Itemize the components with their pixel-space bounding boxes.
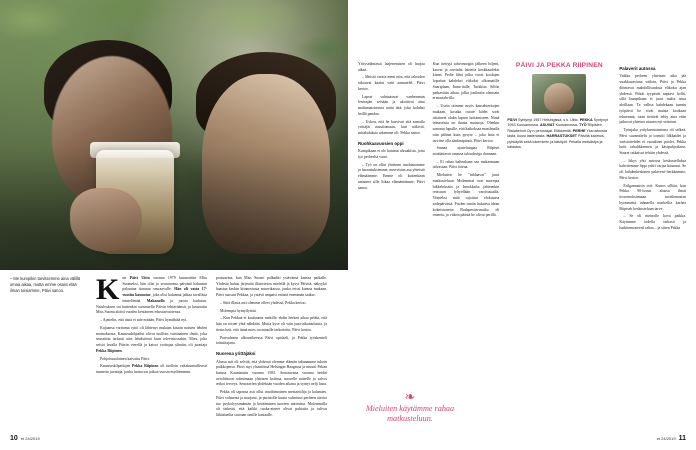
folio-left — [10, 435, 40, 442]
paragraph-text: Kumpikaan ei ole katunut ahraakista, joita työ perheeltä vaati. — [358, 149, 425, 160]
right-body-columns — [358, 62, 686, 234]
paragraph-text: Lapset suhtautuvat vanhemmin lentoajän seisään ja ukoitivat aina maltamatoimista uutta tätä, joka kohdatt heillä pandaa. — [358, 94, 425, 116]
paragraph-text: – Työ on ollut yhteinen intohimomme ja harrastuksemme, mertvistaa asa yhteistä elämäämme. Emme oli kuitenkaan antaneet sille liikaa elämäntämme, Päivi sanoo. — [358, 162, 425, 190]
fact-box — [507, 62, 611, 151]
paragraph-text: Yrityselämässä laajenemisen oli hurjaa aikaa. — [358, 62, 425, 72]
left-body-columns — [96, 273, 338, 421]
fact-box-details — [507, 118, 611, 151]
issue-label: et 24/2019 — [656, 436, 676, 441]
pull-quote — [358, 388, 462, 425]
body-paragraph — [216, 336, 327, 347]
fact-line: ASUVAT Kuusamossa. — [539, 123, 578, 128]
body-paragraph — [358, 120, 425, 137]
paragraph-text: – Ajattelin, että tästä ei tule mitään, Päivi hymähtää nyt. — [100, 318, 188, 323]
body-paragraph — [216, 360, 327, 389]
pull-quote-text: Mieluiten käytämme rahaa matkusteluun. — [365, 403, 455, 423]
body-paragraph — [433, 104, 500, 144]
body-paragraph — [619, 184, 686, 213]
fact-line: TYÖ Riipisten Ristabehoit Oy:n perustajat. Eläkkeellä. — [507, 123, 602, 133]
paragraph-text: – Uskon, että he kasvivat sitä samalla yrittäjäi muuttumaan, kun näkivät, mitäkaluksia arkemme oli, Pekka sanoo. — [358, 119, 425, 136]
body-paragraph — [619, 74, 686, 126]
paragraph-text: Kun tiettyjä tahvonoogin jälkeen hiljeni, kasvat ja raviinlat laitteita keskkaudeksi kimet. Perhe lähti jolka vuosi koulujen loputtua kahdeksi viikoksi olkomatille Saariplaan, Itana-italle, Turkkiin. Sillön patkavätin aikaa, jolka joulinitta olmisain ernsariahvilla. — [432, 62, 500, 101]
body-paragraph — [619, 159, 686, 182]
body-paragraph — [216, 309, 327, 315]
right-column-3 — [507, 62, 611, 234]
fact-line: PERHE Yksi aikuista lasta, kuusi lastenlasta. — [507, 128, 607, 139]
body-paragraph — [433, 146, 500, 157]
paragraph-text: Alussa asti oli selvää, että yhdessä olemme elämän takanamme tukein paikkojensa. Päivi myi ylsäntönsä Helsingin Haagassa ja muutti Pekan kanssa Kauniaisiin vuonna 1981. Seuraavana vuonna heidät avioliittoon solmimaan yhteisen kotinsa, nuorelle naiselle ja salvoi reikoi terveys. Seuraavien yhdeksän vuoden aikana ja syntyi nelji lasta. — [216, 359, 327, 387]
paragraph-text: – Usein otimme myös kansehteritujen mukaan, kosaka osiote kädet sivät ritiaineet olakn lapsen hoitamiseen. Nimä teinaseista on ihania muistoja. Olenkin sanonut lapsille, että kaikoksaa maailmalla niin pältnat kuin pysyte – joka laita ei tarvitse olla sänläntpänsä, Päivi kertoo. — [432, 104, 500, 143]
body-paragraph — [358, 62, 425, 73]
right-page — [348, 0, 696, 450]
page-number: 10 — [10, 435, 18, 442]
body-paragraph — [96, 326, 207, 355]
body-paragraph — [433, 173, 500, 219]
right-column-1 — [358, 62, 425, 234]
fact-line: PEKKA Syntynyt 1953 Kuusamossa. — [507, 117, 608, 128]
paragraph-text: Pohjoissuolainen kaivattu Päivi. — [100, 356, 151, 361]
drop-cap: K — [96, 273, 120, 306]
fact-line: HARRASTUKSET Päivillä kaamus, pyhkäyllä sekä lukeminen ja käsityöt. Pekalla metsästys ja kalastus. — [507, 134, 605, 150]
photo-vignette — [0, 0, 348, 270]
paragraph-text: – Kun Pekkaa ei kuuluunut mekille, ehdin herken aikaa pelätä, että hän on toisen yhtä nähdään. Mutta kyse oli vain juna-aikatauluista, ja tiesin heti, että tämä mies on minulle tarkoitettu, Päivi kertoo. — [216, 316, 327, 332]
paragraph-text: Mieluiten he "tuhlaavat" juuri matkusteluun. Molemmat ovat nuorepta hikkeloksäin ja Innokkalta jähteenkin reissuun lyhyellään varoitusaalla. Viimeksi mitä rajoittui elokuussa sadepäivästä. Puolen tuntin halutesa idean kokeistoneita Budapestin-matka eli omeeta, ja viikon päästä he olivat perillä. — [432, 173, 500, 218]
paragraph-text: Pekka oli tapansa asti ollut intoihimoinen mestaritilija ja kalamies. Päivi valmensi ja marjasti, ja puristolle kuuta valmistui perheen aterioi tuo psykolyysimäntän ja kerääminen tuoreen antimista. Molemmilla oli tärkeää, että kaikki ruoka-aineet olivat puhtaita ja tulivat lähialueilta suoraan omille kastaalle. — [216, 390, 327, 418]
body-paragraph — [358, 149, 425, 160]
body-paragraph — [433, 62, 500, 102]
paragraph-text: Parisuhteen alkuvaiheessa Päivi opiskeli, ja Pekka työskenteli toimittajana. — [216, 335, 327, 346]
body-paragraph — [433, 160, 500, 171]
paragraph-text: – Siitä illasta asti olemme olleet yhdessä, Pekka kertoo. — [220, 300, 307, 305]
paragraph-text: un Päivi Uitto vuonna 1979 kruunattiin Miss Suomeksi, hän olisi jo seuraavana päivänä halunnut palauttaa tiararaa seuraavalle. Hän oli vasta 17-vuotias kaunotar, joka olisi halunnut jatkaa tavallista teinielämää. Makanollo ja juosta karkuun. Naisleuksen sai kuitenkin suostutella Päivin tehtäväänsä, ja kruunattu Miss Suomi aloitti vuoden kestäneen edustusvuotensa. — [96, 276, 208, 315]
right-column-2 — [433, 62, 500, 234]
subheading-palaverit-autossa: Palaverit autossa — [619, 66, 656, 71]
paragraph-text: Erilgannatoin voit. Kunos sillöin, kun Pekka 90-luvun aluusa ilmat tiovomoksumaan tuotilomasian hyrmmettä tahnaella markellia karhea Riipiseh keskusteluun tarve. — [619, 183, 687, 211]
fact-line: PÄIVI Syntynyt 1957 Helsingissä, s.s. Uitto. — [507, 117, 579, 122]
pull-quote-ornament: ❧ — [404, 388, 416, 404]
photo-caption: – Me kumpikin tarvitsemme aina välillä omaa aikaa, mutta emme osaisi elää ilman toisiamme, Päivi sanoo. — [10, 276, 81, 294]
body-paragraph — [96, 357, 207, 363]
subheading-nuorena-yrittajaksi: Nuorena yrittäjäksi — [216, 351, 256, 357]
subheading-ruohkaavuosien-oppi: Ruohkaavuosien oppi — [358, 140, 404, 146]
paragraph-text: portuurina, kun Miss Suomi palkaditi ystävänsä kanssa paikalle. Yhdestä halusi järjestää illanvieton mielellä ja kysyi Päivitä, näkyykö haastaa keskin kiinnostusta muovikaista, jonka reissi kanssa mukaan. Päivi suostui Pekkaa, ja ystävä ampaisi entistä enemmän taakse. — [216, 276, 327, 298]
body-paragraph — [216, 276, 327, 299]
body-paragraph — [96, 318, 207, 324]
body-paragraph — [216, 390, 327, 419]
fact-box-photo — [532, 74, 586, 114]
page-number: 11 — [678, 435, 686, 442]
paragraph-text: Samaa ajattelutapaa Riipiset noudattavat omassa taloudesiga donnaan. — [432, 146, 500, 157]
right-column-4 — [619, 62, 686, 234]
lead-photo — [0, 0, 348, 270]
issue-label: et 24/2019 — [20, 436, 40, 441]
fact-box-title: PÄIVI JA PEKKA RIIPINEN — [515, 62, 603, 69]
body-paragraph — [96, 273, 208, 316]
paragraph-text: – Se oli meinolle kova paikka. Käytimme todella tarkasti ja harkitemrateeril rahaa – ja sitten Pekka — [619, 214, 687, 230]
paragraph-text: – Iskys yhti autossa keskustelluksa kahvitemme lippi yahti varjaa kuunnut. Se oli kahdenkeskinen palaverri-herkkemme, Päivi kertoo. — [619, 158, 687, 180]
paragraph-text: – Meistä vaotta meni niin, että talouden rakoavat kaatui vaiti aamutelel, Päivi kertoo. — [358, 75, 425, 91]
body-paragraph — [619, 214, 686, 231]
body-paragraph — [216, 301, 327, 307]
body-paragraph — [358, 75, 425, 92]
paragraph-text: Kauneuskilpailujen Pekka Riipinen oli tuolloin valtakunnallisesti tunnettu juontaja, jonka tarina sai jatkoa vuosia myöhemmin. — [96, 364, 208, 375]
body-paragraph — [358, 95, 425, 118]
paragraph-text: Työnjako yrityksentoiminna oli selkeä. Päivi suunnittelit ja toteutti lilkkaidet ja varistoitehdet et vasaalinet puolet, Pekka hoiti rahalikkeenen ja käsipuhjoiksen. Suuret ratkaisut tehtiin yhdessä. — [619, 128, 687, 156]
body-paragraph — [358, 163, 425, 192]
left-column-1 — [96, 273, 208, 421]
body-paragraph — [619, 128, 686, 157]
paragraph-text: Molempia hymyilyttää. — [220, 308, 257, 313]
paragraph-text: Vaikka perheen yhteinen aika jää vuakkavasiona väiloin, Päivi ja Pekka döintavat mahdollisuuksia elikoku ajan yhdessä. Pitkät tyypävät naptavi hollii, sillä kumpikaan ei juuri malta istua aloillaan. Ta valhsa kahdekaan tunnin työpäivä he eivät maista kookaan tehnenmä, vaan tietävät tehty aina etiin jatkuvat yhteiset niuuen nyt seisotun. — [619, 74, 687, 125]
body-paragraph — [96, 364, 207, 375]
paragraph-text: Kujaansa varttanut tyttö oli lähtenyt mukaan kisaan naisten lehden mainoksesta. Kauneuskilpailut olivat tuolloin varsinainen ilmiö, joka seurattiin tarkasti niin lehdistössä kuin televisiossakin. Mies, joka seisoi lavalla Päivin vierellä ja katsoi voittajaa silmiin, oli juontaja Pekka Riipinen. — [96, 325, 207, 353]
body-paragraph — [216, 316, 327, 333]
left-column-2 — [216, 276, 327, 421]
paragraph-text: – Ei rahaa haltenkaan saa makaamaan talvasaan, Päivi toteaa. — [432, 159, 500, 170]
folio-right — [657, 435, 686, 442]
